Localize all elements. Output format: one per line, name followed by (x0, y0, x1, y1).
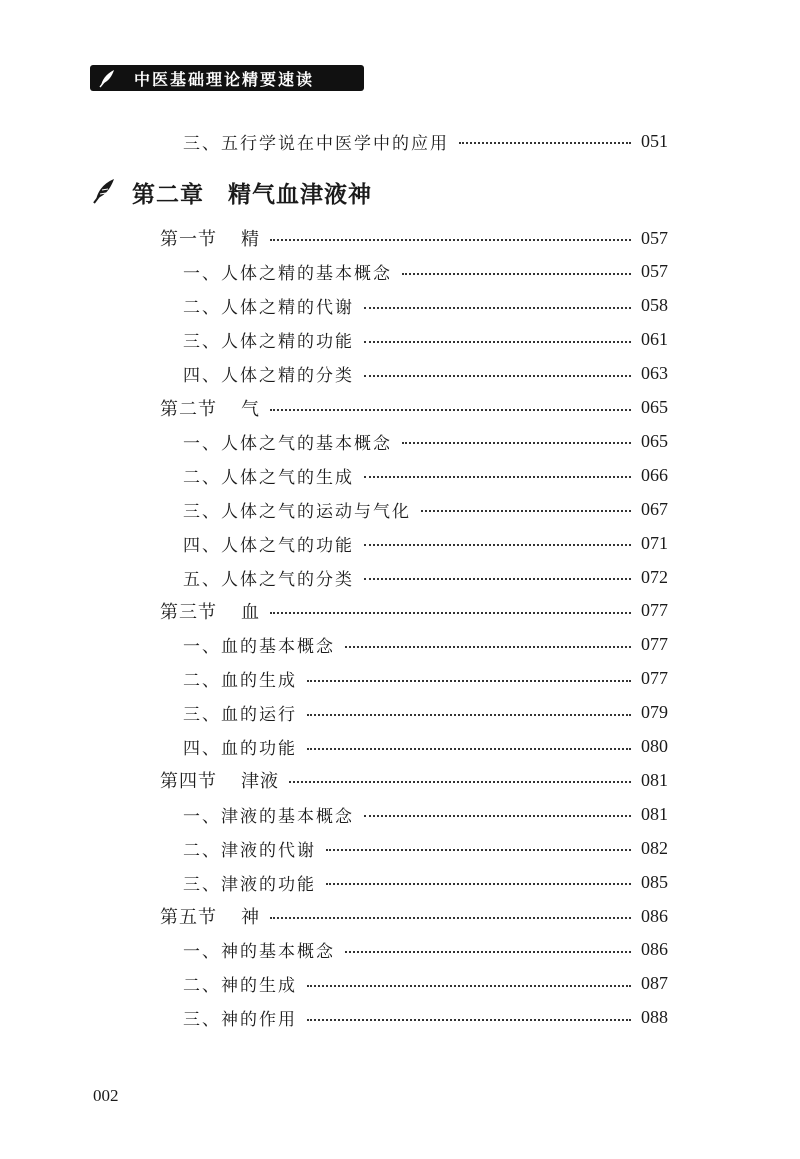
toc-entry[interactable] (183, 460, 668, 490)
section-name: 精 (241, 229, 260, 250)
dot-leader (307, 748, 631, 750)
toc-entry-page: 088 (641, 1007, 668, 1028)
toc-entry-page: 085 (641, 871, 668, 892)
toc-entry[interactable] (183, 426, 668, 456)
dot-leader (364, 476, 631, 478)
dot-leader (402, 442, 631, 444)
toc-entry[interactable] (183, 698, 668, 728)
toc-section-title (160, 395, 260, 421)
toc-entry-page: 077 (641, 600, 668, 621)
toc-entry-title: 三、血的运行 (183, 705, 297, 726)
dot-leader (307, 680, 631, 682)
toc-entry-title: 二、人体之精的代谢 (183, 298, 354, 319)
dot-leader (307, 1019, 631, 1021)
toc-entry-title: 二、人体之气的生成 (183, 467, 354, 488)
section-label: 第四节 (160, 771, 217, 793)
toc-section-title (160, 225, 260, 251)
toc-entry-page: 066 (641, 464, 668, 485)
toc-entry[interactable] (183, 732, 668, 762)
toc-entry-page: 079 (641, 702, 668, 723)
leaf-icon (90, 176, 118, 208)
dot-leader (459, 142, 631, 144)
dot-leader (421, 510, 631, 512)
toc-entry[interactable] (183, 126, 668, 156)
toc-entry[interactable] (183, 630, 668, 660)
page-number: 002 (93, 1086, 119, 1105)
toc-section-entry[interactable] (160, 765, 668, 795)
section-name: 气 (241, 398, 260, 420)
toc-section-entry[interactable] (160, 223, 668, 253)
dot-leader (270, 239, 631, 241)
toc-entry[interactable] (183, 257, 668, 287)
dot-leader (326, 849, 631, 851)
toc-entry-page: 086 (641, 905, 668, 926)
toc-entry-page: 065 (641, 430, 668, 451)
section-label: 第二节 (160, 398, 217, 420)
toc-entry-page: 067 (641, 498, 668, 519)
toc-entry[interactable] (183, 867, 668, 897)
toc-entry-title: 四、血的功能 (183, 739, 297, 759)
toc-section-entry[interactable] (160, 596, 668, 626)
section-label: 第三节 (160, 601, 217, 623)
toc-entry-page: 057 (641, 227, 668, 248)
toc-entry-page: 063 (641, 363, 668, 384)
toc-entry[interactable] (183, 494, 668, 524)
toc-entry-title: 三、神的作用 (183, 1010, 297, 1031)
toc-entry[interactable] (183, 562, 668, 592)
toc-entry-title: 一、血的基本概念 (183, 637, 335, 658)
toc-section-entry[interactable] (160, 901, 668, 931)
toc-entry-page: 086 (641, 939, 668, 960)
toc-entry-page: 082 (641, 837, 668, 858)
dot-leader (402, 273, 631, 275)
chapter-heading[interactable] (90, 172, 372, 212)
chapter-title: 第二章 精气血津液神 (132, 180, 372, 208)
toc-entry-page: 081 (641, 803, 668, 824)
section-name: 血 (241, 601, 260, 623)
toc-entry-title: 一、人体之气的基本概念 (183, 433, 392, 454)
toc-entry-title: 三、五行学说在中医学中的应用 (183, 133, 449, 154)
dot-leader (270, 409, 631, 411)
toc-entry-title: 四、人体之精的分类 (183, 366, 354, 387)
toc-section-title (160, 598, 260, 624)
toc-entry-title: 二、神的生成 (183, 976, 297, 997)
toc-entry-title: 一、津液的基本概念 (183, 806, 354, 827)
toc-entry-page: 071 (641, 532, 668, 553)
toc-entry-title: 一、神的基本概念 (183, 942, 335, 963)
toc-entry[interactable] (183, 325, 668, 355)
dot-leader (307, 714, 631, 716)
toc-entry-title: 二、津液的代谢 (183, 840, 316, 861)
dot-leader (364, 375, 631, 377)
toc-entry[interactable] (183, 359, 668, 389)
dot-leader (364, 307, 631, 309)
toc-entry[interactable] (183, 1003, 668, 1033)
toc-entry-title: 三、津液的功能 (183, 874, 316, 895)
toc-entry-page: 061 (641, 329, 668, 350)
toc-entry-page: 077 (641, 634, 668, 655)
toc-entry-title: 一、人体之精的基本概念 (183, 264, 392, 285)
toc-entry-page: 080 (641, 736, 668, 756)
running-header (90, 65, 364, 91)
toc-entry-page: 077 (641, 668, 668, 689)
toc-entry-title: 三、人体之气的运动与气化 (183, 501, 411, 522)
running-header-title: 中医基础理论精要速读 (134, 69, 315, 89)
section-name: 津液 (241, 771, 279, 793)
toc-section-title (160, 903, 260, 929)
toc-entry-page: 087 (641, 973, 668, 994)
dot-leader (307, 985, 631, 987)
dot-leader (364, 815, 631, 817)
toc-entry-page: 081 (641, 769, 668, 790)
toc-entry-title: 三、人体之精的功能 (183, 332, 354, 353)
toc-entry[interactable] (183, 528, 668, 558)
dot-leader (270, 612, 631, 614)
toc-entry-page: 057 (641, 261, 668, 282)
dot-leader (364, 578, 631, 580)
dot-leader (289, 781, 631, 783)
toc-entry-title: 二、血的生成 (183, 671, 297, 692)
toc-section-entry[interactable] (160, 393, 668, 423)
section-name: 神 (241, 907, 260, 928)
leaf-icon (94, 65, 120, 91)
dot-leader (345, 951, 631, 953)
dot-leader (345, 646, 631, 648)
toc-entry-title: 四、人体之气的功能 (183, 535, 354, 556)
toc-entry-page: 065 (641, 397, 668, 417)
dot-leader (326, 883, 631, 885)
toc-entry-title: 五、人体之气的分类 (183, 569, 354, 590)
section-label: 第一节 (160, 229, 217, 250)
toc-entry-page: 051 (641, 130, 668, 151)
dot-leader (364, 341, 631, 343)
toc-entry-page: 058 (641, 295, 668, 316)
toc-section-title (160, 767, 279, 793)
toc-entry[interactable] (183, 291, 668, 321)
toc-entry[interactable] (183, 833, 668, 863)
dot-leader (270, 917, 631, 919)
toc-entry[interactable] (183, 935, 668, 965)
section-label: 第五节 (160, 907, 217, 928)
dot-leader (364, 544, 631, 546)
toc-entry[interactable] (183, 799, 668, 829)
toc-entry[interactable] (183, 969, 668, 999)
toc-entry-page: 072 (641, 566, 668, 587)
toc-entry[interactable] (183, 664, 668, 694)
